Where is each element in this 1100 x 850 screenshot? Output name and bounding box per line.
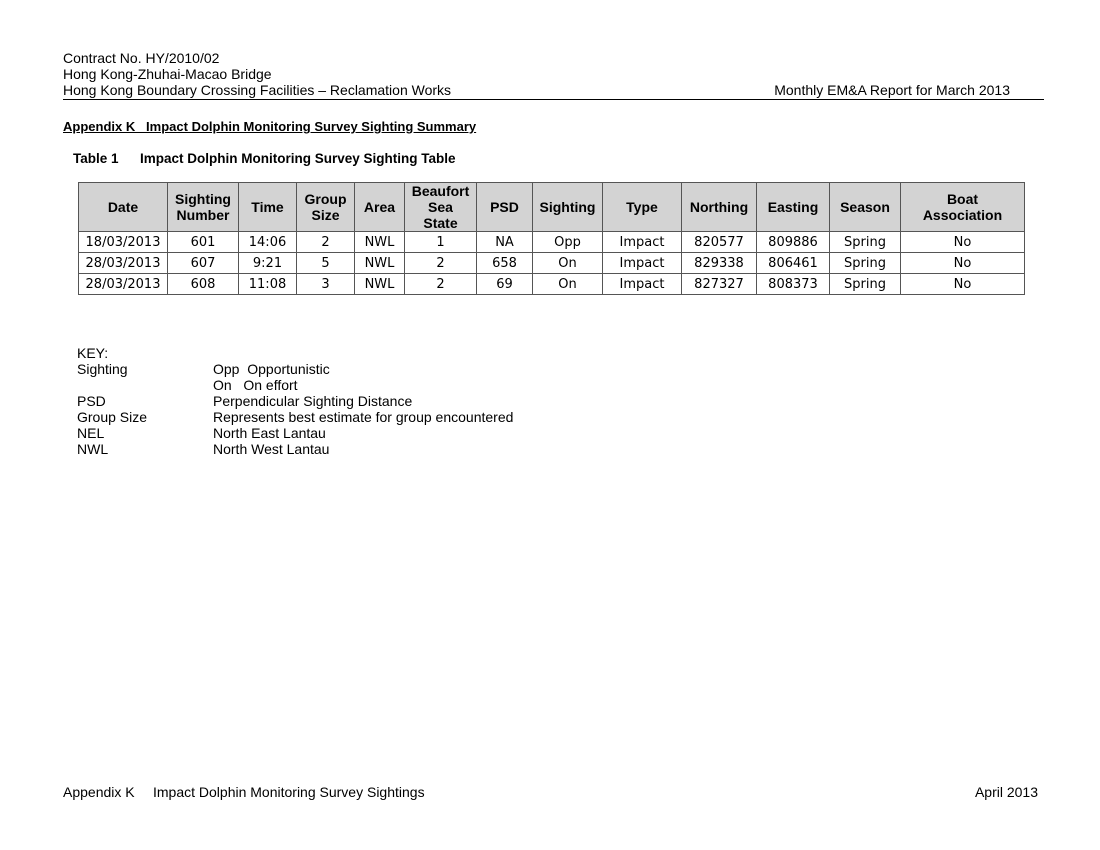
table-cell: Spring: [830, 253, 901, 274]
table-cell: 608: [168, 274, 239, 295]
table-cell: 806461: [757, 253, 830, 274]
key-term: Group Size: [77, 409, 148, 425]
table-cell: No: [901, 232, 1025, 253]
column-header-line: State: [423, 215, 458, 231]
table-cell: NWL: [355, 232, 405, 253]
column-header: [297, 183, 355, 232]
column-header: [355, 183, 405, 232]
table-cell: 829338: [682, 253, 757, 274]
column-header-line: Type: [626, 199, 658, 215]
key-term: [77, 377, 213, 393]
footer-date: April 2013: [974, 784, 1038, 800]
table-cell: 3: [297, 274, 355, 295]
column-header-line: Northing: [689, 199, 749, 215]
key-title: KEY:: [77, 345, 109, 361]
table-cell: 69: [477, 274, 533, 295]
column-header-line: Group: [304, 191, 347, 207]
table-row: [79, 253, 1025, 274]
column-header: [533, 183, 603, 232]
table-cell: Opp: [533, 232, 603, 253]
table-cell: 658: [477, 253, 533, 274]
sighting-table: [78, 182, 1025, 295]
table-cell: 2: [405, 274, 477, 295]
key-entry: [77, 441, 513, 457]
table-row: [79, 274, 1025, 295]
table-cell: 2: [297, 232, 355, 253]
table-cell: No: [901, 274, 1025, 295]
key-term: PSD: [77, 393, 106, 409]
project-name: Hong Kong-Zhuhai-Macao Bridge: [63, 66, 272, 82]
key-term: NWL: [77, 441, 109, 457]
column-header: [901, 183, 1025, 232]
key-definition: Opp Opportunistic: [213, 361, 330, 377]
appendix-title: Appendix K Impact Dolphin Monitoring Survey Sighting Summary: [63, 119, 477, 134]
key-term: NEL: [77, 425, 105, 441]
column-header-line: Size: [311, 207, 340, 223]
column-header-line: Association: [922, 207, 1003, 223]
table-cell: 11:08: [239, 274, 297, 295]
table-cell: On: [533, 253, 603, 274]
table-cell: 601: [168, 232, 239, 253]
table-cell: Impact: [603, 274, 682, 295]
table-cell: NWL: [355, 253, 405, 274]
key-entry: [77, 425, 513, 441]
column-header-line: Area: [363, 199, 396, 215]
table-cell: 18/03/2013: [79, 232, 168, 253]
table-cell: 808373: [757, 274, 830, 295]
footer-appendix-number: Appendix K: [63, 784, 135, 800]
table-cell: NWL: [355, 274, 405, 295]
column-header: [603, 183, 682, 232]
key-definition: North West Lantau: [213, 441, 330, 457]
column-header-line: Time: [251, 199, 284, 215]
table-cell: 2: [405, 253, 477, 274]
contract-number: Contract No. HY/2010/02: [63, 50, 220, 66]
table-header-row: [79, 183, 1025, 232]
footer-left: [63, 784, 425, 800]
header-rule-row: [63, 82, 1044, 100]
table-row: [79, 232, 1025, 253]
page-footer: [63, 784, 1038, 800]
column-header: [682, 183, 757, 232]
table-cell: NA: [477, 232, 533, 253]
key-entry: [77, 377, 513, 393]
key-term: Sighting: [77, 361, 128, 377]
table-cell: Spring: [830, 274, 901, 295]
table-caption: Impact Dolphin Monitoring Survey Sighting Table: [140, 151, 456, 166]
table-cell: 820577: [682, 232, 757, 253]
page-header: [63, 50, 1044, 100]
key-definition: Represents best estimate for group encountered: [213, 409, 514, 425]
column-header: [830, 183, 901, 232]
key-legend: [77, 345, 513, 457]
table-cell: 827327: [682, 274, 757, 295]
column-header-line: Date: [107, 199, 139, 215]
table-cell: Impact: [603, 253, 682, 274]
table-cell: Impact: [603, 232, 682, 253]
key-entry: [77, 361, 513, 377]
column-header-line: Number: [176, 207, 230, 223]
table-cell: 9:21: [239, 253, 297, 274]
column-header: [168, 183, 239, 232]
table-cell: 28/03/2013: [79, 274, 168, 295]
column-header-line: Boat: [946, 191, 979, 207]
table-cell: 5: [297, 253, 355, 274]
table-number: Table 1: [73, 151, 119, 166]
key-definition: North East Lantau: [213, 425, 326, 441]
column-header-line: PSD: [490, 199, 519, 215]
table-cell: On: [533, 274, 603, 295]
column-header: [79, 183, 168, 232]
table-cell: 1: [405, 232, 477, 253]
report-name: Monthly EM&A Report for March 2013: [774, 82, 1010, 98]
column-header: [477, 183, 533, 232]
table-cell: 28/03/2013: [79, 253, 168, 274]
column-header-line: Sea: [428, 199, 453, 215]
key-entry: [77, 393, 513, 409]
key-entry: [77, 409, 513, 425]
table-cell: 607: [168, 253, 239, 274]
column-header: [757, 183, 830, 232]
column-header-line: Sighting: [175, 191, 231, 207]
column-header-line: Beaufort: [411, 183, 470, 199]
table-cell: No: [901, 253, 1025, 274]
column-header: [239, 183, 297, 232]
table-title: [73, 151, 456, 166]
table-cell: 809886: [757, 232, 830, 253]
footer-appendix-title: Impact Dolphin Monitoring Survey Sightings: [153, 784, 425, 800]
column-header-line: Sighting: [539, 199, 596, 215]
key-definition: On On effort: [213, 377, 298, 393]
column-header: [405, 183, 477, 232]
table-body: [79, 232, 1025, 295]
column-header-line: Easting: [767, 199, 819, 215]
works-name: Hong Kong Boundary Crossing Facilities – Reclamation Works: [63, 82, 452, 98]
column-header-line: Season: [840, 199, 890, 215]
table-cell: Spring: [830, 232, 901, 253]
key-definition: Perpendicular Sighting Distance: [213, 393, 413, 409]
table-cell: 14:06: [239, 232, 297, 253]
